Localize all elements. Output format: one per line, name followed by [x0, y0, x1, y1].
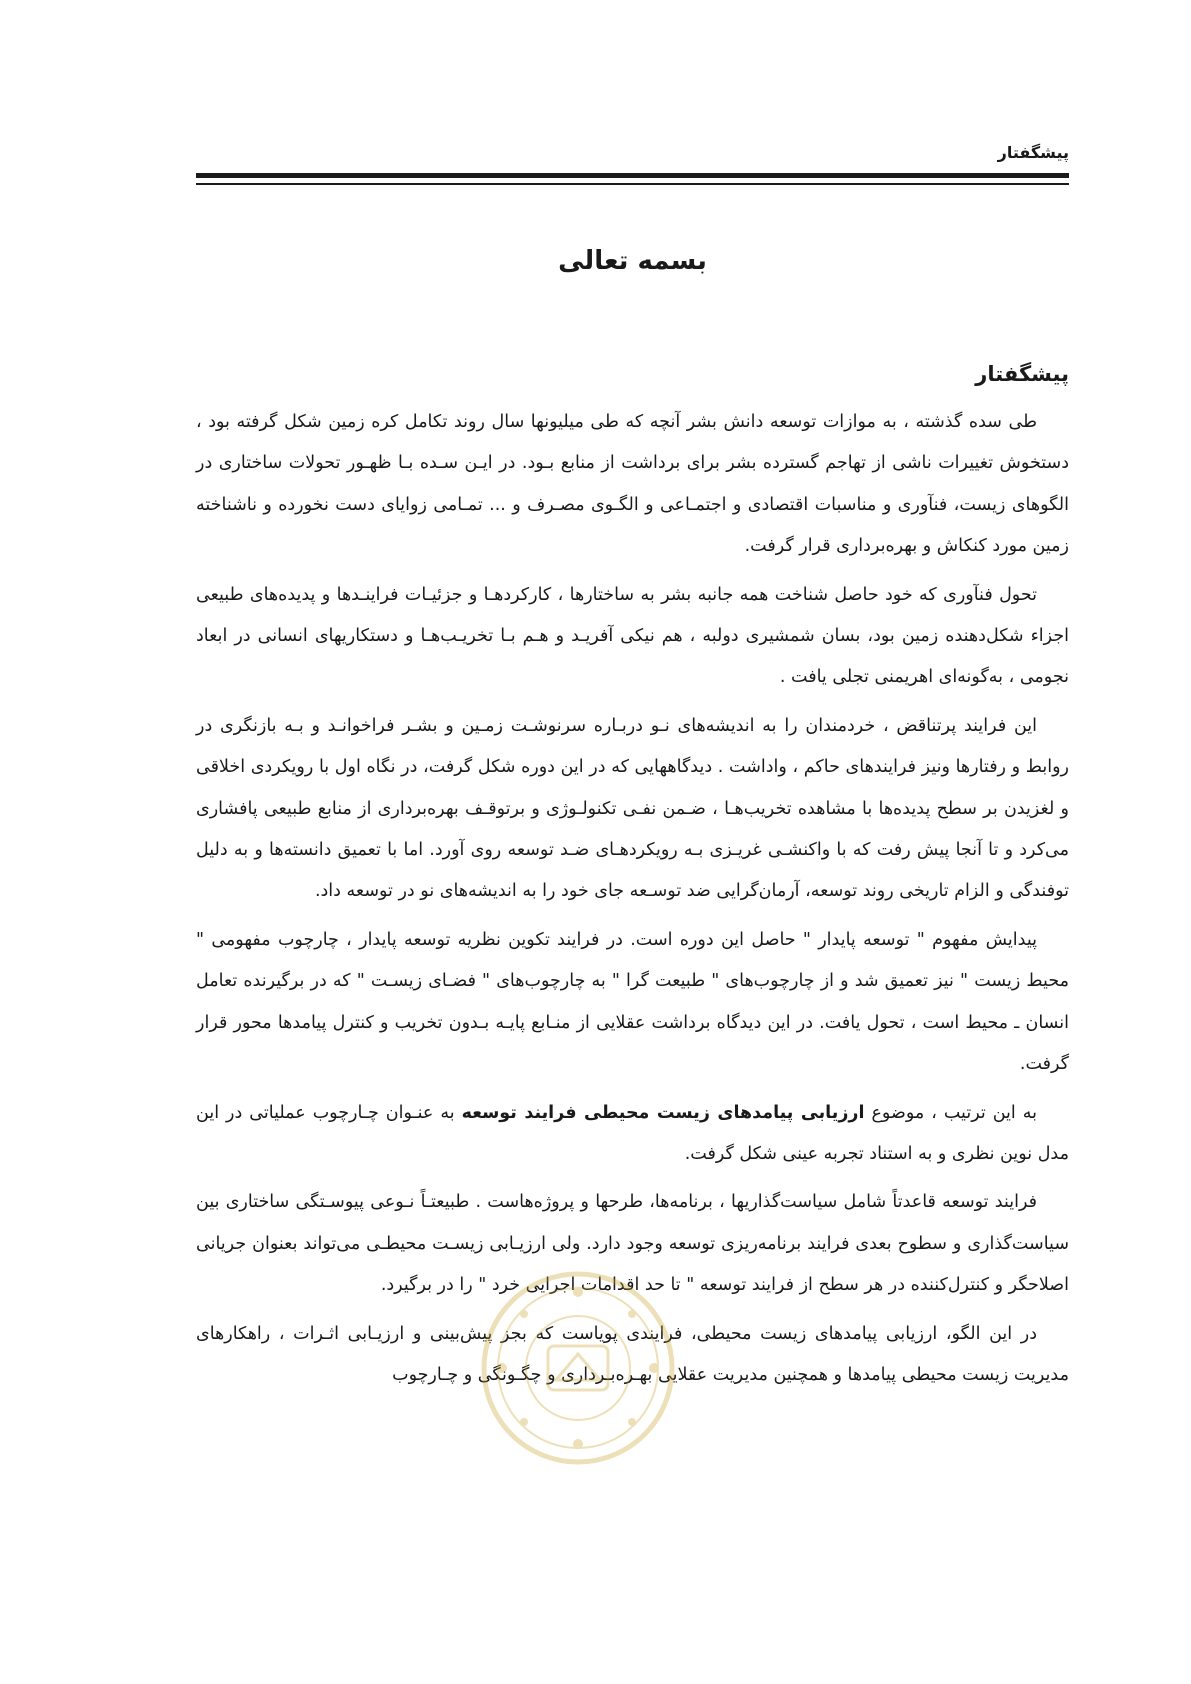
paragraph-4: پیدایش مفهوم " توسعه پایدار " حاصل این دوره است. در فرایند تکوین نظریه توسعه پایدار ، چارچوب مفهومی " محیط زیست " نیز تعمیق شد و از چارچوب‌های " طبیعت گرا " به چارچوب‌های " فضـای زیسـت " که در برگیرنده تعامل انسان ـ محیط است ، تحول یافت. در این دیدگاه برداشت عقلایی از منـابع پایـه بـدون تخریب و کنترل پیامدها محور قرار گرفت.: [196, 929, 1069, 1075]
section-title: پیشگفتار: [975, 362, 1069, 386]
paragraph-2: تحول فنآوری که خود حاصل شناخت همه جانبه بشر به ساختارها ، کارکردهـا و جزئیـات فراینـدها و پدیده‌های طبیعی اجزاء شکل‌دهنده زمین بود، بسان شمشیری دولبه ، هم نیکی آفریـد و هـم بـا تخریـب‌هـا و دستکاریهای انسانی در ابعاد نجومی ، به‌گونه‌ای اهریمنی تجلی یافت .: [196, 584, 1069, 688]
paragraph-5-tail: به عنـوان چـارچوب عملیاتی در این مدل نوین نظری و به استناد تجربه عینی شکل گرفت.: [196, 1102, 1069, 1164]
paragraph-5-emphasis: ارزیابی پیامدهای زیست محیطی فرایند توسعه: [461, 1102, 865, 1123]
paragraph-5-lead: به این ترتیب ، موضوع: [864, 1102, 1038, 1123]
paragraph-1: طی سده گذشته ، به موازات توسعه دانش بشر آنچه که طی میلیونها سال روند تکامل کره زمین شکل گرفته بود ، دستخوش تغییرات ناشی از تهاجم گسترده بشر برای برداشت از منابع بـود. در ایـن سـده بـا ظهـور تحولات ساختاری در الگوهای زیست، فنآوری و مناسبات اقتصادی و اجتمـاعی و الگـوی مصـرف و ... تمـامی زوایای دست نخورده و ناشناخته زمین مورد کنکاش و بهره‌برداری قرار گرفت.: [196, 412, 1069, 557]
running-header: پیشگفتار: [997, 143, 1069, 162]
paragraph-3: این فرایند پرتناقض ، خردمندان را به اندیشه‌های نـو دربـاره سرنوشـت زمـین و بشـر فراخوانـد و بـه بازنگری در روابط و رفتارها ونیز فرایندهای حاکم ، واداشت . دیدگاههایی که در این دوره شکل گرفت، در نگاه اول با رویکردی اخلاقی و لغزیدن بر سطح پدیده‌ها با مشاهده تخریب‌هـا ، ضـمن نفـی تکنولـوژی و برتوقـف بهره‌برداری از منابع طبیعی پافشاری می‌کرد و تا آنجا پیش رفت که با واکنشـی غریـزی بـه رویکردهـای ضـد توسعه روی آورد. اما با تعمیق دانسته‌ها و به دلیل توفندگی و الزام تاریخی روند توسعه، آرمان‌گرایی ضد توسـعه جای خود را به اندیشه‌های نو در توسعه داد.: [196, 715, 1069, 902]
paragraph-5: [196, 1093, 1069, 1176]
body-text: [196, 402, 1069, 1396]
header-rule-thin: [196, 183, 1069, 185]
paragraph-7: در این الگو، ارزیابی پیامدهای زیست محیطی، فرایندی پویاست که بجز پیش‌بینی و ارزیـابی اثـرات ، راهکارهای مدیریت زیست محیطی پیامدها و همچنین مدیریت عقلایی بهـره‌بـرداری و چگـونگی و چـارچوب: [196, 1323, 1069, 1385]
header-rule-thick: [196, 173, 1069, 178]
paragraph-6: فرایند توسعه قاعدتاً شامل سیاست‌گذاریها ، برنامه‌ها، طرحها و پروژه‌هاست . طبیعتـاً نـوعی پیوسـتگی ساختاری بین سیاست‌گذاری و سطوح بعدی فرایند برنامه‌ریزی توسعه وجود دارد. ولی ارزیـابی زیسـت محیطـی می‌تواند بعنوان جریانی اصلاحگر و کنترل‌کننده در هر سطح از فرایند توسعه " تا حد اقدامات اجرایی خرد " را در برگیرد.: [196, 1192, 1069, 1296]
invocation-heading: بسمه تعالی: [558, 246, 707, 276]
